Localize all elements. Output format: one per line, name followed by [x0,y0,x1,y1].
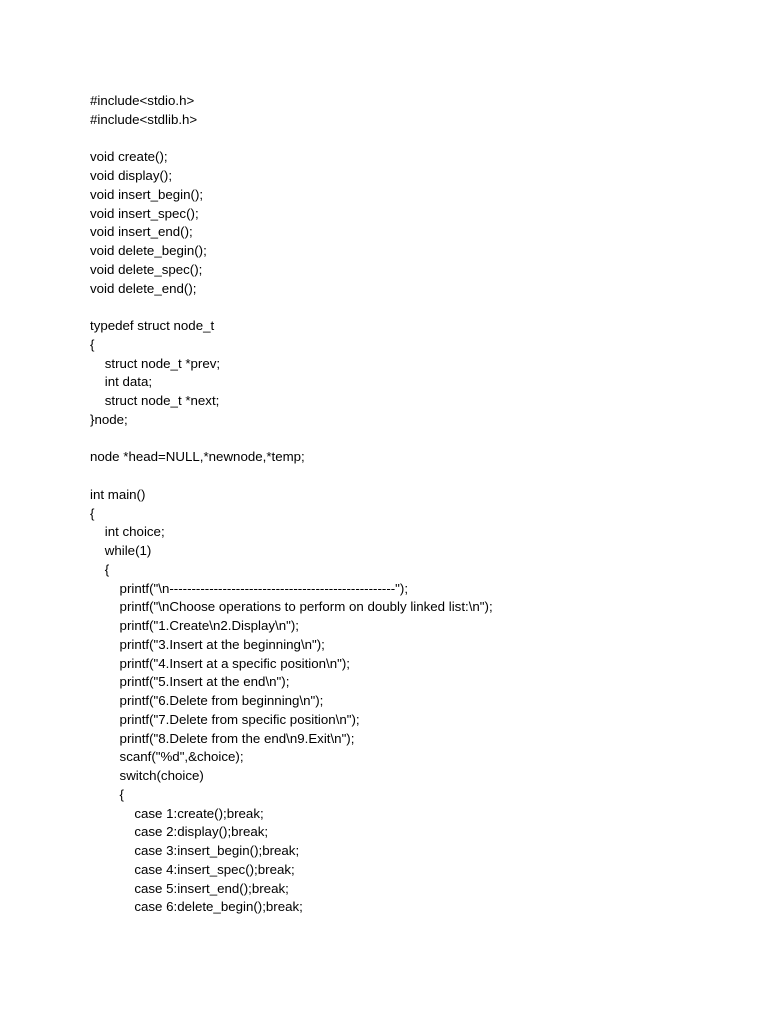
code-line: printf("\nChoose operations to perform on doubly linked list:\n"); [90,599,493,615]
code-line: void delete_spec(); [90,261,203,277]
code-line: case 5:insert_end();break; [90,880,289,896]
code-line: while(1) [90,543,152,558]
code-line: void delete_begin(); [90,243,207,258]
code-line: void create(); [90,149,168,165]
code-line: #include<stdio.h> [90,93,195,108]
code-line: case 6:delete_begin();break; [90,899,303,915]
code-line: { [90,786,124,802]
code-line: struct node_t *next; [90,393,220,408]
code-line: case 3:insert_begin();break; [90,843,300,858]
blank-line [90,130,750,149]
code-line: printf("3.Insert at the beginning\n"); [90,636,325,652]
code-line: printf("8.Delete from the end\n9.Exit\n"); [90,730,355,746]
code-line: }node; [90,411,128,427]
code-line: int data; [90,374,153,390]
code-line: int choice; [90,524,165,540]
code-line: struct node_t *prev; [90,355,221,371]
code-line: printf("6.Delete from beginning\n"); [90,693,324,708]
code-line: printf("\n---------------------------------------------------"); [90,580,409,596]
code-line: void insert_begin(); [90,186,204,202]
code-line: void insert_spec(); [90,205,199,221]
code-line: printf("4.Insert at a specific position\n"); [90,655,350,671]
code-line: void display(); [90,168,173,183]
blank-line [90,430,750,449]
code-line: printf("5.Insert at the end\n"); [90,674,290,690]
code-line: switch(choice) [90,768,204,783]
blank-line [90,467,750,486]
code-line: case 2:display();break; [90,824,269,840]
code-line: printf("1.Create\n2.Display\n"); [90,618,299,633]
code-line: void delete_end(); [90,280,197,296]
code-line: int main() [90,486,146,502]
code-line: { [90,505,95,521]
code-line: scanf("%d",&choice); [90,749,244,765]
code-line: typedef struct node_t [90,318,215,333]
code-line: { [90,336,95,352]
code-line: void insert_end(); [90,224,193,240]
code-line: #include<stdlib.h> [90,111,198,127]
code-line: printf("7.Delete from specific position\n"); [90,711,360,727]
blank-line [90,298,750,317]
code-line: case 4:insert_spec();break; [90,861,295,877]
code-listing [90,92,750,917]
code-line: case 1:create();break; [90,805,264,821]
code-line: node *head=NULL,*newnode,*temp; [90,449,305,465]
code-line: { [90,561,110,577]
